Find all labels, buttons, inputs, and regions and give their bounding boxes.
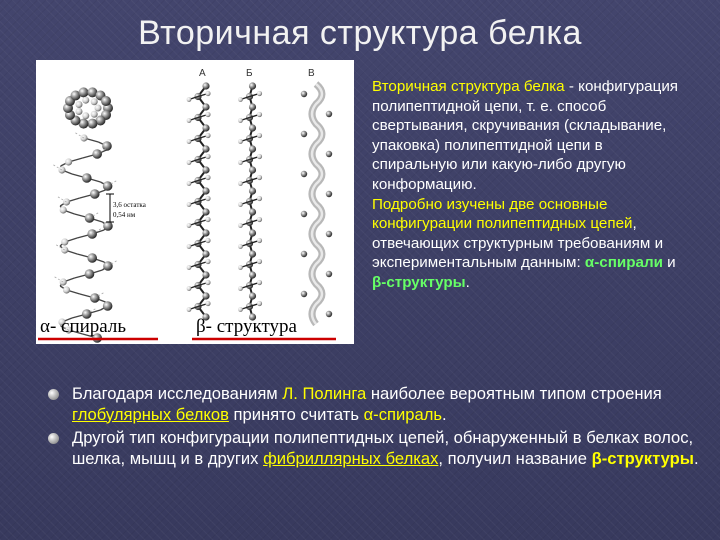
strand-atom [187, 160, 192, 165]
helix-atom [82, 173, 92, 183]
side-description [372, 77, 688, 293]
column-b-label: Б [246, 68, 253, 79]
strand-atom [205, 91, 210, 96]
bullet-text: . [442, 404, 447, 424]
bullet-text: принято считать [228, 404, 364, 424]
strand-atom [249, 166, 256, 173]
helix-atom [61, 238, 68, 245]
strand-atom [205, 280, 210, 285]
strand-atom [249, 145, 256, 152]
strand-atom [257, 196, 262, 201]
strand-atom [205, 217, 210, 222]
strand-atom [326, 231, 332, 237]
helix-atom [63, 286, 70, 293]
strand-atom [326, 271, 332, 277]
strand-atom [187, 307, 192, 312]
strand-atom [238, 160, 243, 165]
helix-atom [65, 158, 72, 165]
beta-strand-c [301, 84, 332, 324]
helix-atom [87, 119, 97, 129]
helix-atom [79, 87, 89, 97]
strand-atom [202, 292, 209, 299]
turn-annotation [106, 194, 147, 222]
helix-atom [95, 105, 102, 112]
slide-title: Вторичная структура белка [138, 14, 582, 52]
turn-note-2: 0,54 нм [113, 211, 136, 219]
strand-atom [301, 291, 307, 297]
helix-atom [87, 229, 97, 239]
bullet-item-beta [48, 428, 708, 469]
column-a-label: А [199, 68, 206, 79]
bullet-text: Благодаря исследованиям [72, 384, 283, 403]
strand-atom [187, 265, 192, 270]
strand-atom [301, 251, 307, 257]
helix-atom [102, 141, 112, 151]
bullet-icon [48, 433, 59, 444]
helix-atom [60, 206, 67, 213]
strand-atom [257, 133, 262, 138]
helix-atom [90, 189, 100, 199]
protein-structure-figure [36, 60, 354, 344]
strand-atom [257, 259, 262, 264]
strand-atom [257, 217, 262, 222]
strand-atom [205, 196, 210, 201]
helix-atom [101, 96, 111, 106]
beta-structure-term: β-структуры [591, 448, 694, 468]
strand-atom [257, 154, 262, 159]
beta-strand-a [187, 82, 211, 320]
strand-atom [238, 307, 243, 312]
strand-atom [249, 292, 256, 299]
strand-atom [238, 181, 243, 186]
beta-strand-b [238, 82, 262, 320]
beta-structure-caption: β- структура [196, 316, 297, 337]
strand-atom [238, 244, 243, 249]
helix-atom [75, 108, 82, 115]
strand-atom [187, 202, 192, 207]
strand-atom [202, 166, 209, 173]
strand-atom [249, 124, 256, 131]
definition-text: - конфигурация полипептидной цепи, т. е. способ свертывания, скручивания (складывание, упаковка) полипептидной цепи в спиральную или какую-либо другую конформацию. [372, 78, 679, 193]
strand-atom [202, 103, 209, 110]
strand-atom [238, 202, 243, 207]
beta-term: β-структуры [372, 273, 466, 291]
alpha-helix-model [52, 87, 118, 342]
and-text: и [662, 254, 676, 272]
strand-atom [257, 238, 262, 243]
pauling-name: Л. Полинга [282, 384, 367, 403]
helix-atom [82, 112, 89, 119]
globular-proteins-link[interactable]: глобулярных белков [72, 404, 229, 424]
strand-atom [205, 133, 210, 138]
turn-note-1: 3,6 остатка [113, 201, 146, 209]
strand-atom [202, 187, 209, 194]
strand-atom [202, 229, 209, 236]
strand-atom [249, 208, 256, 215]
bullet-text: Другой тип конфигурации полипептидных цепей, обнаруженный в белках волос, шелка, мышц и в других [72, 428, 694, 468]
strand-atom [249, 271, 256, 278]
bullet-text: , получил название [438, 448, 592, 468]
strand-atom [202, 271, 209, 278]
strand-atom [249, 250, 256, 257]
strand-atom [301, 171, 307, 177]
strand-atom [202, 145, 209, 152]
strand-atom [187, 97, 192, 102]
strand-atom [202, 250, 209, 257]
strand-atom [301, 91, 307, 97]
strand-atom [257, 301, 262, 306]
strand-atom [249, 82, 256, 89]
strand-atom [249, 103, 256, 110]
bullet-item-alpha [48, 384, 708, 425]
bullet-text: . [693, 448, 699, 468]
helix-atom [91, 98, 98, 105]
strand-atom [301, 211, 307, 217]
strand-atom [238, 286, 243, 291]
strand-atom [249, 229, 256, 236]
strand-atom [326, 311, 332, 317]
strand-atom [187, 139, 192, 144]
strand-atom [205, 154, 210, 159]
strand-atom [301, 131, 307, 137]
strand-atom [238, 223, 243, 228]
helix-atom [85, 269, 95, 279]
strand-atom [205, 112, 210, 117]
helix-atom [103, 221, 113, 231]
strand-atom [238, 118, 243, 123]
bullet-icon [48, 389, 59, 400]
strand-atom [249, 187, 256, 194]
strand-atom [326, 191, 332, 197]
bullet-text: наиболее вероятным типом строения [366, 384, 662, 403]
term-highlight: Вторичная структура белка [372, 78, 565, 95]
alpha-term: α-спирали [584, 254, 663, 272]
strand-atom [202, 208, 209, 215]
strand-atom [205, 175, 210, 180]
strand-atom [187, 244, 192, 249]
strand-atom [257, 280, 262, 285]
helix-atom [82, 97, 89, 104]
strand-atom [202, 124, 209, 131]
helix-atom [103, 301, 113, 311]
strand-atom [187, 118, 192, 123]
strand-atom [257, 91, 262, 96]
strand-atom [326, 151, 332, 157]
strand-atom [257, 175, 262, 180]
helix-atom [91, 111, 98, 118]
strand-atom [205, 301, 210, 306]
alpha-helix-term: α-спираль [363, 404, 443, 424]
strand-atom [205, 238, 210, 243]
definition-text-2: , отвечающих структурным требованиям и экспериментальным данным: [372, 215, 664, 272]
fibrillar-proteins-link[interactable]: фибриллярных белках [263, 448, 439, 468]
column-c-label: В [308, 68, 315, 79]
alpha-helix-caption: α- спираль [40, 316, 127, 337]
strand-atom [257, 112, 262, 117]
helix-atom [75, 101, 82, 108]
strand-atom [205, 259, 210, 264]
strand-atom [202, 82, 209, 89]
strand-atom [187, 286, 192, 291]
strand-atom [238, 265, 243, 270]
bullet-list [48, 384, 708, 472]
lead-highlight: Подробно изучены две основные конфигурации полипептидных цепей [372, 195, 633, 233]
strand-atom [238, 139, 243, 144]
strand-atom [326, 111, 332, 117]
helix-atom [87, 253, 97, 263]
end-text: . [465, 273, 470, 291]
strand-atom [187, 223, 192, 228]
strand-atom [187, 181, 192, 186]
strand-atom [238, 97, 243, 102]
